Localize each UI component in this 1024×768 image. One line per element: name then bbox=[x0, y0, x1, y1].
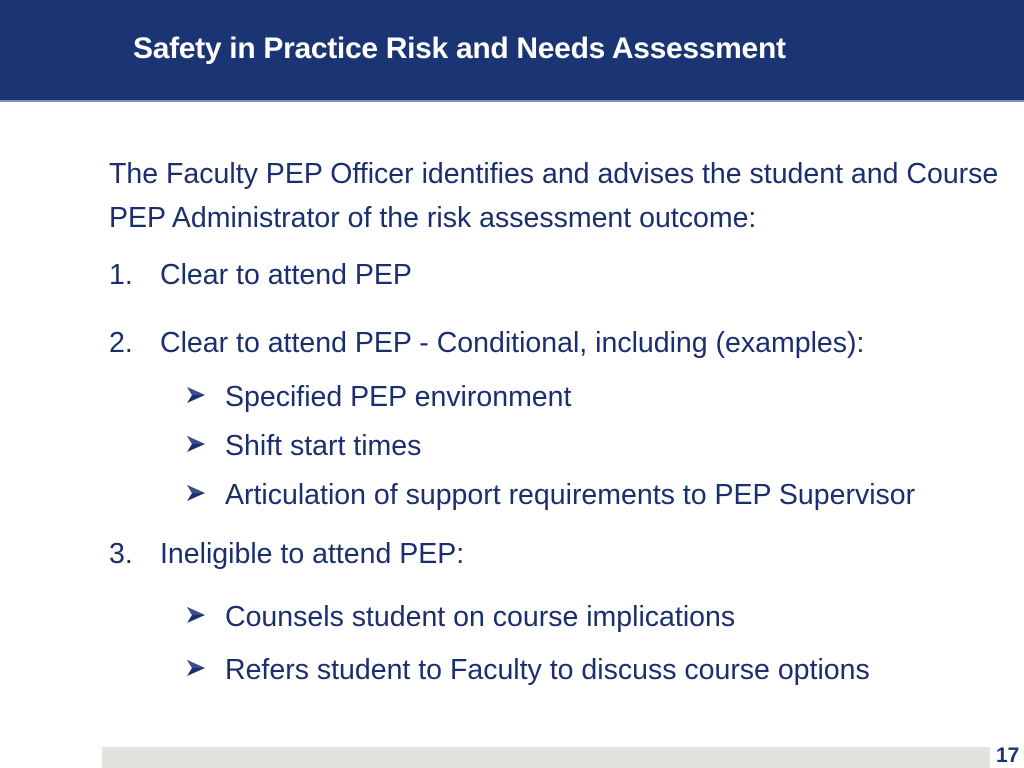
bullet-text: Counsels student on course implications bbox=[225, 601, 736, 633]
intro-paragraph: The Faculty PEP Officer identifies and advises the student and Course PEP Administrator of the risk assessment outcome: bbox=[109, 158, 999, 234]
bullet-text: Specified PEP environment bbox=[225, 381, 572, 413]
page-number: 17 bbox=[996, 744, 1020, 767]
arrowhead-bullet-icon bbox=[186, 653, 206, 673]
item-number: 1. bbox=[109, 259, 133, 291]
bullet-item bbox=[186, 653, 870, 687]
item-number: 3. bbox=[109, 538, 133, 570]
bullet-item bbox=[186, 380, 571, 414]
bullet-item bbox=[186, 600, 735, 634]
arrowhead-bullet-icon bbox=[186, 600, 206, 620]
title-bar bbox=[0, 0, 1024, 102]
footer-bar bbox=[102, 747, 990, 768]
numbered-item-3 bbox=[109, 538, 464, 571]
item-label: Clear to attend PEP - Conditional, including (examples): bbox=[160, 327, 865, 359]
arrowhead-bullet-icon bbox=[186, 429, 206, 449]
item-label: Ineligible to attend PEP: bbox=[160, 538, 465, 570]
numbered-item-2 bbox=[109, 327, 864, 360]
arrowhead-bullet-icon bbox=[186, 380, 206, 400]
bullet-item bbox=[186, 429, 421, 463]
item-number: 2. bbox=[109, 327, 133, 359]
bullet-text: Articulation of support requirements to PEP Supervisor bbox=[225, 479, 916, 511]
slide-title: Safety in Practice Risk and Needs Assessment bbox=[133, 32, 786, 65]
bullet-text: Refers student to Faculty to discuss course options bbox=[225, 654, 870, 686]
numbered-item-1 bbox=[109, 259, 412, 292]
item-label: Clear to attend PEP bbox=[160, 259, 412, 291]
bullet-text: Shift start times bbox=[225, 430, 422, 462]
arrowhead-bullet-icon bbox=[186, 478, 206, 498]
bullet-item bbox=[186, 478, 915, 512]
